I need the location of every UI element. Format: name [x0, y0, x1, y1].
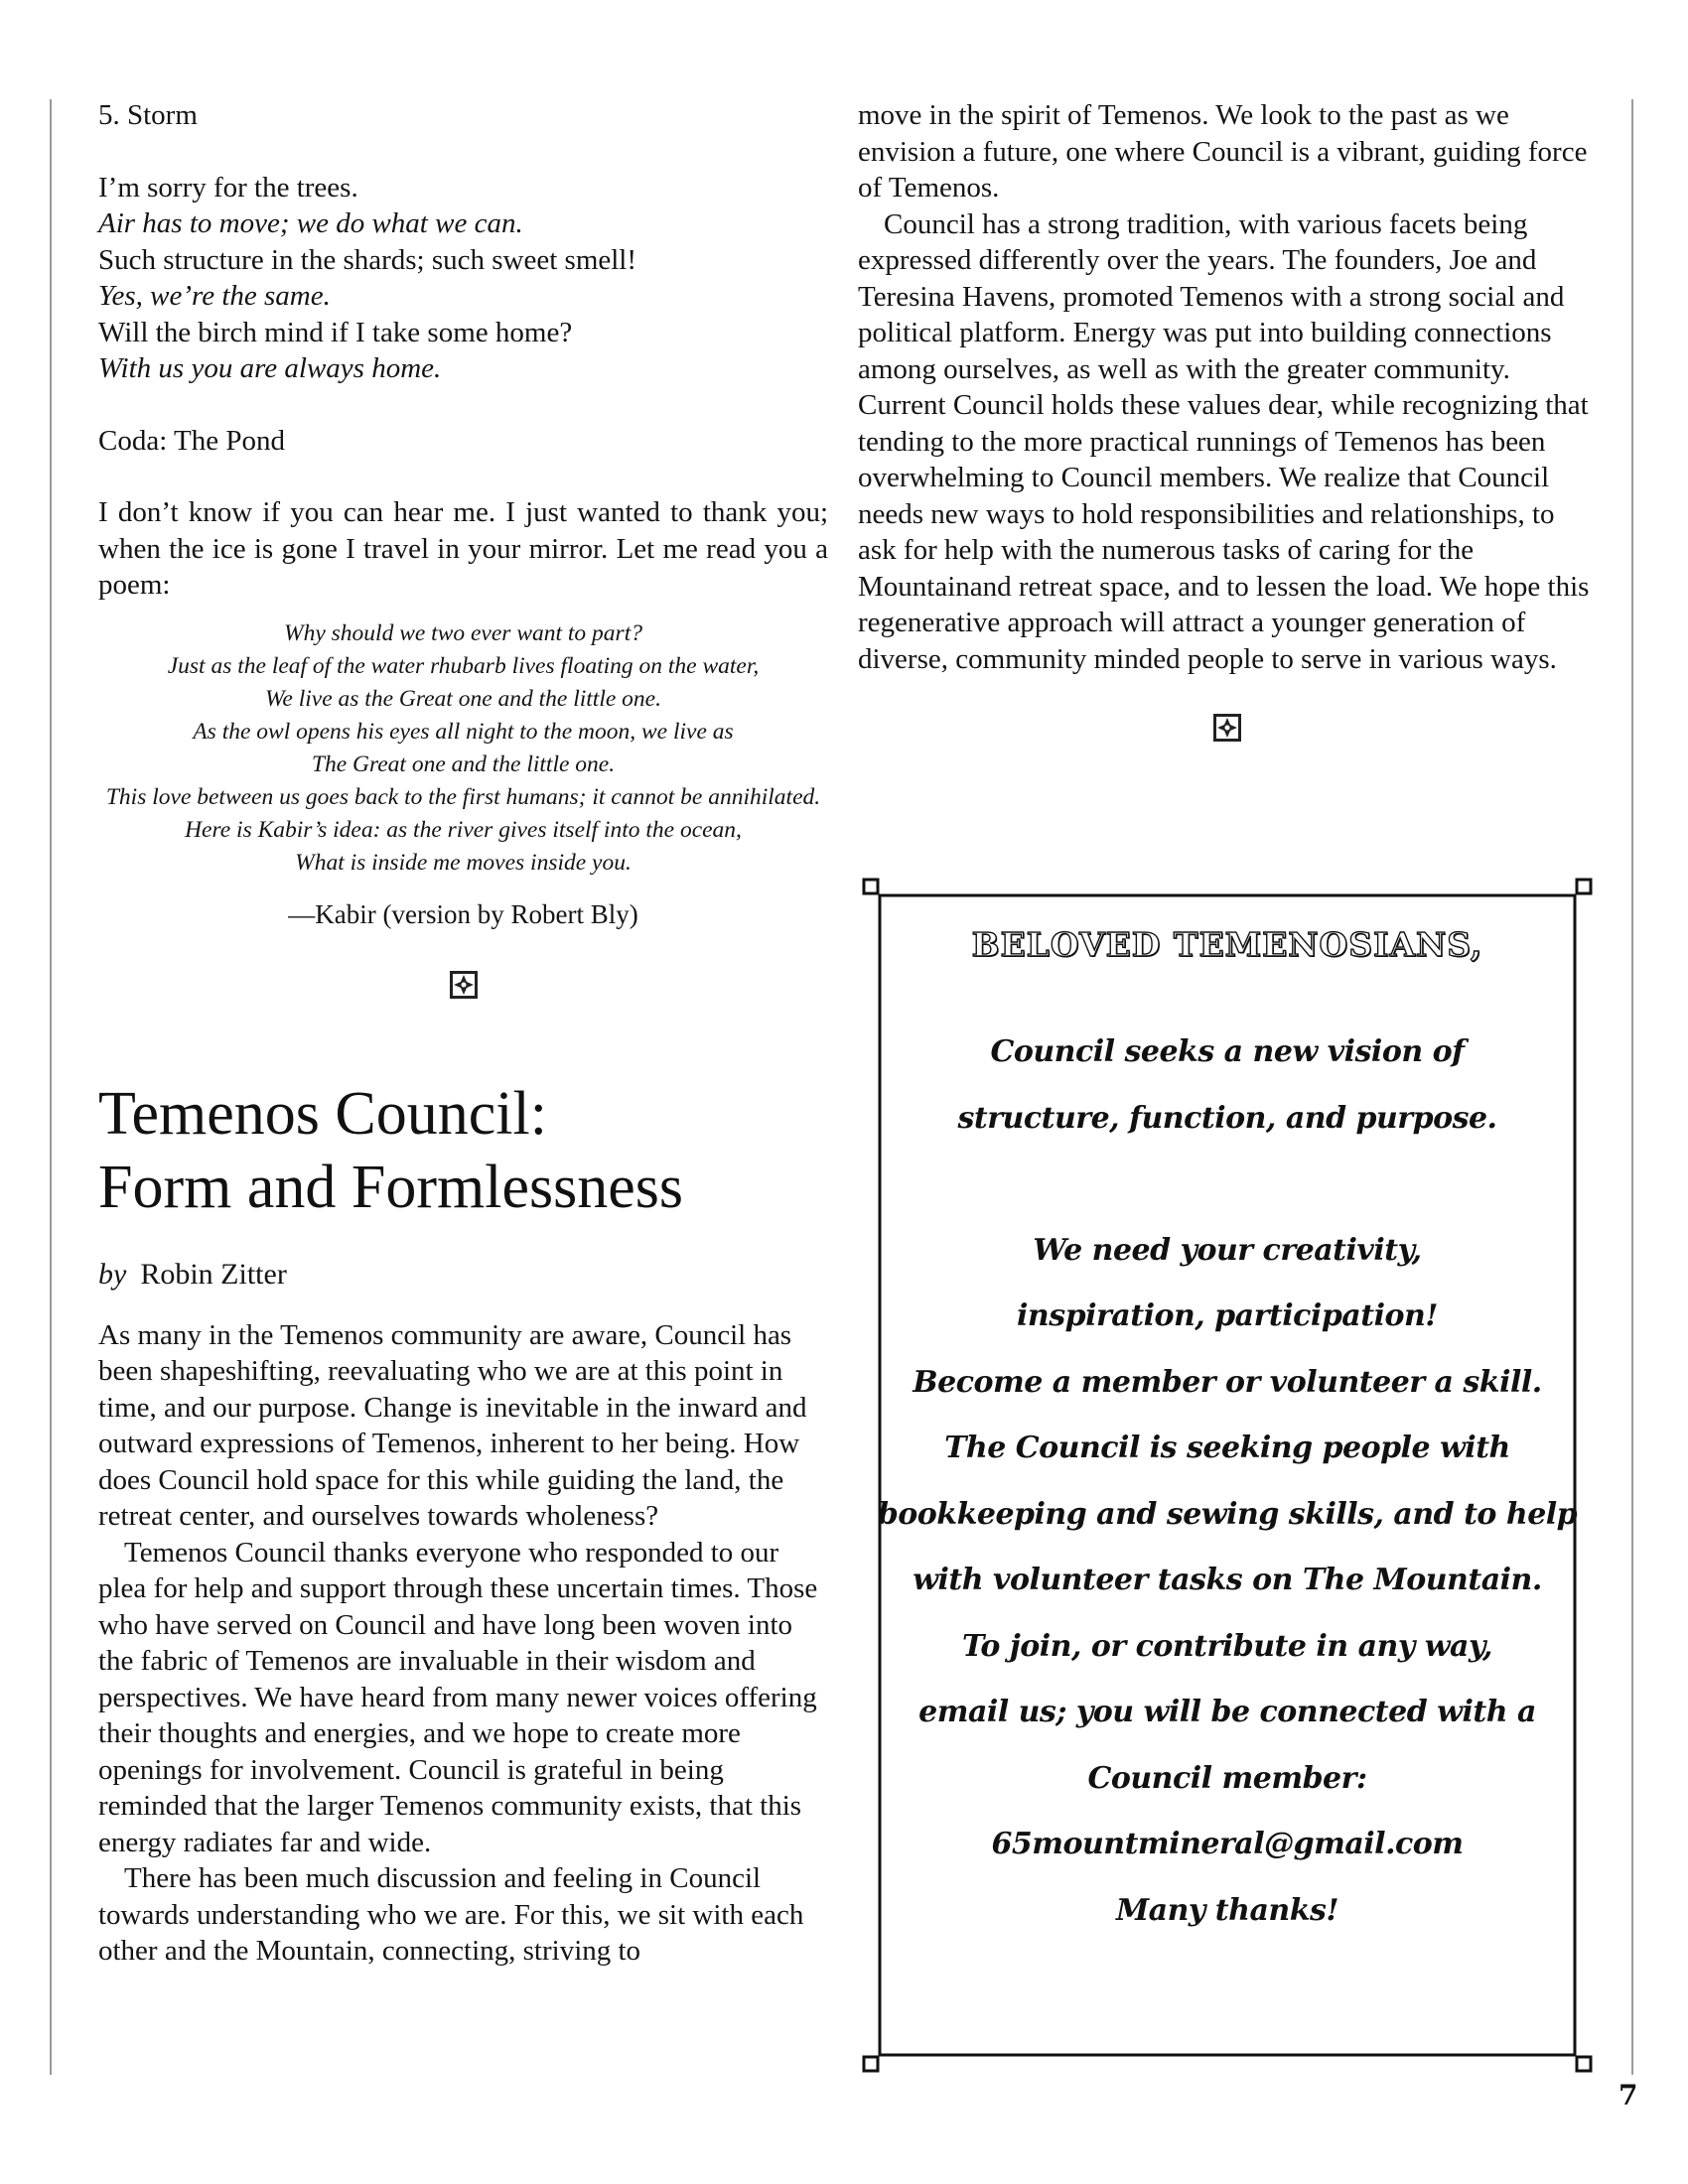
- article-paragraph: move in the spirit of Temenos. We look to the past as we envision a future, one where Council is a vibrant, guiding force of Temenos.: [858, 99, 1588, 204]
- kabir-line: Just as the leaf of the water rhubarb lives floating on the water,: [167, 652, 760, 679]
- temenos-ornament-icon: [449, 970, 479, 1000]
- article-body-right: [858, 97, 1597, 677]
- article-paragraph: Council has a strong tradition, with various facets being expressed differently over the years. The founders, Joe and Teresina Havens, promoted Temenos with a strong social and political platform. Energy was put into building connections among ourselves, as well as with the greater community. Current Council holds these values dear, while recognizing that tending to the more practical runnings of Temenos has been overwhelming to Council members. We realize that Council needs new ways to hold responsibilities and relationships, to ask for help with the numerous tasks of caring for the Mountainand retreat space, and to lessen the load. We hope this regenerative approach will attract a younger generation of diverse, community minded people to serve in various ways.: [858, 207, 1590, 675]
- notice-line: Become a member or volunteer a skill.: [913, 1364, 1542, 1400]
- kabir-line: Here is Kabir’s idea: as the river gives itself into the ocean,: [185, 816, 742, 843]
- notice-line: The Council is seeking people with: [944, 1431, 1510, 1465]
- byline: [98, 1258, 828, 1292]
- notice-line: Council seeks a new vision of: [990, 1034, 1465, 1069]
- notice-line: Council member:: [1087, 1760, 1367, 1796]
- storm-stanza: [98, 170, 828, 387]
- article-header: [98, 1077, 828, 1292]
- notice-line: We need your creativity,: [1033, 1232, 1422, 1268]
- article-title-line2: Form and Formlessness: [98, 1153, 683, 1221]
- kabir-line: This love between us goes back to the first humans; it cannot be annihilated.: [105, 783, 821, 810]
- kabir-line: The Great one and the little one.: [311, 751, 616, 777]
- notice-line: [860, 1152, 1595, 1218]
- kabir-line: Why should we two ever want to part?: [284, 619, 642, 646]
- storm-line: I’m sorry for the trees.: [98, 171, 358, 204]
- notice-line: structure, function, and purpose.: [957, 1100, 1497, 1136]
- article-paragraph: As many in the Temenos community are aware, Council has been shapeshifting, reevaluating who we are at this point in time, and our purpose. Change is inevitable in the inward and outward expressions of Temenos, inherent to her being. How does Council hold space for this while guiding the land, the retreat center, and ourselves towards wholeness?: [98, 1318, 807, 1532]
- left-column-rule: [50, 99, 52, 2075]
- storm-heading: 5. Storm: [98, 99, 198, 131]
- poem-attribution: —Kabir (version by Robert Bly): [288, 898, 638, 929]
- kabir-line: What is inside me moves inside you.: [295, 849, 632, 876]
- kabir-line: We live as the Great one and the little one.: [265, 685, 661, 712]
- ornament-left: [98, 970, 828, 1000]
- ornament-right: [858, 713, 1597, 743]
- coda-heading: Coda: The Pond: [98, 424, 285, 457]
- left-column: [98, 97, 828, 1970]
- notice-line: email us; you will be connected with a: [918, 1695, 1536, 1729]
- notice-box-content: [860, 876, 1595, 1944]
- article-title-line1: Temenos Council:: [98, 1079, 547, 1148]
- article-title: [98, 1077, 828, 1224]
- notice-line: To join, or contribute in any way,: [962, 1628, 1492, 1664]
- page-number: 7: [1618, 2079, 1638, 2112]
- temenos-ornament-icon: [1212, 713, 1242, 743]
- storm-line: Such structure in the shards; such sweet smell!: [98, 243, 637, 276]
- author-name: Robin Zitter: [140, 1257, 287, 1291]
- poem-section: [98, 97, 828, 604]
- article-paragraph: Temenos Council thanks everyone who responded to our plea for help and support through these uncertain times. Those who have served on Council and have long been woven into the fabric of Temenos are invaluable in their wisdom and perspectives. We have heard from many newer voices offering their thoughts and energies, and we hope to create more openings for involvement. Council is grateful in being reminded that the larger Temenos community exists, that this energy radiates far and wide.: [98, 1536, 818, 1858]
- notice-heading: BELOVED TEMENOSIANS,: [971, 925, 1483, 964]
- notice-box: [860, 876, 1595, 2075]
- notice-line: with volunteer tasks on The Mountain.: [913, 1563, 1542, 1597]
- article-paragraph: There has been much discussion and feeling in Council towards understanding who we are. For this, we sit with each other and the Mountain, connecting, striving to: [98, 1862, 804, 1967]
- coda-text: I don’t know if you can hear me. I just wanted to thank you; when the ice is gone I travel in your mirror. Let me read you a poem:: [98, 496, 828, 601]
- right-column: [858, 97, 1597, 743]
- notice-lines: [860, 1020, 1595, 1944]
- storm-line: Air has to move; we do what we can.: [98, 207, 523, 239]
- contact-email[interactable]: 65mountmineral@gmail.com: [991, 1827, 1464, 1861]
- notice-line: bookkeeping and sewing skills, and to help: [877, 1496, 1578, 1532]
- byline-label: by: [98, 1257, 127, 1291]
- notice-line: inspiration, participation!: [1017, 1298, 1438, 1333]
- notice-line: Many thanks!: [1115, 1892, 1339, 1928]
- storm-line: With us you are always home.: [98, 352, 442, 384]
- kabir-line: As the owl opens his eyes all night to the moon, we live as: [193, 718, 734, 745]
- storm-line: Yes, we’re the same.: [98, 280, 331, 312]
- article-body-left: [98, 1317, 828, 1970]
- right-column-rule: [1631, 99, 1633, 2075]
- kabir-poem: [98, 617, 828, 880]
- storm-line: Will the birch mind if I take some home?: [98, 316, 573, 348]
